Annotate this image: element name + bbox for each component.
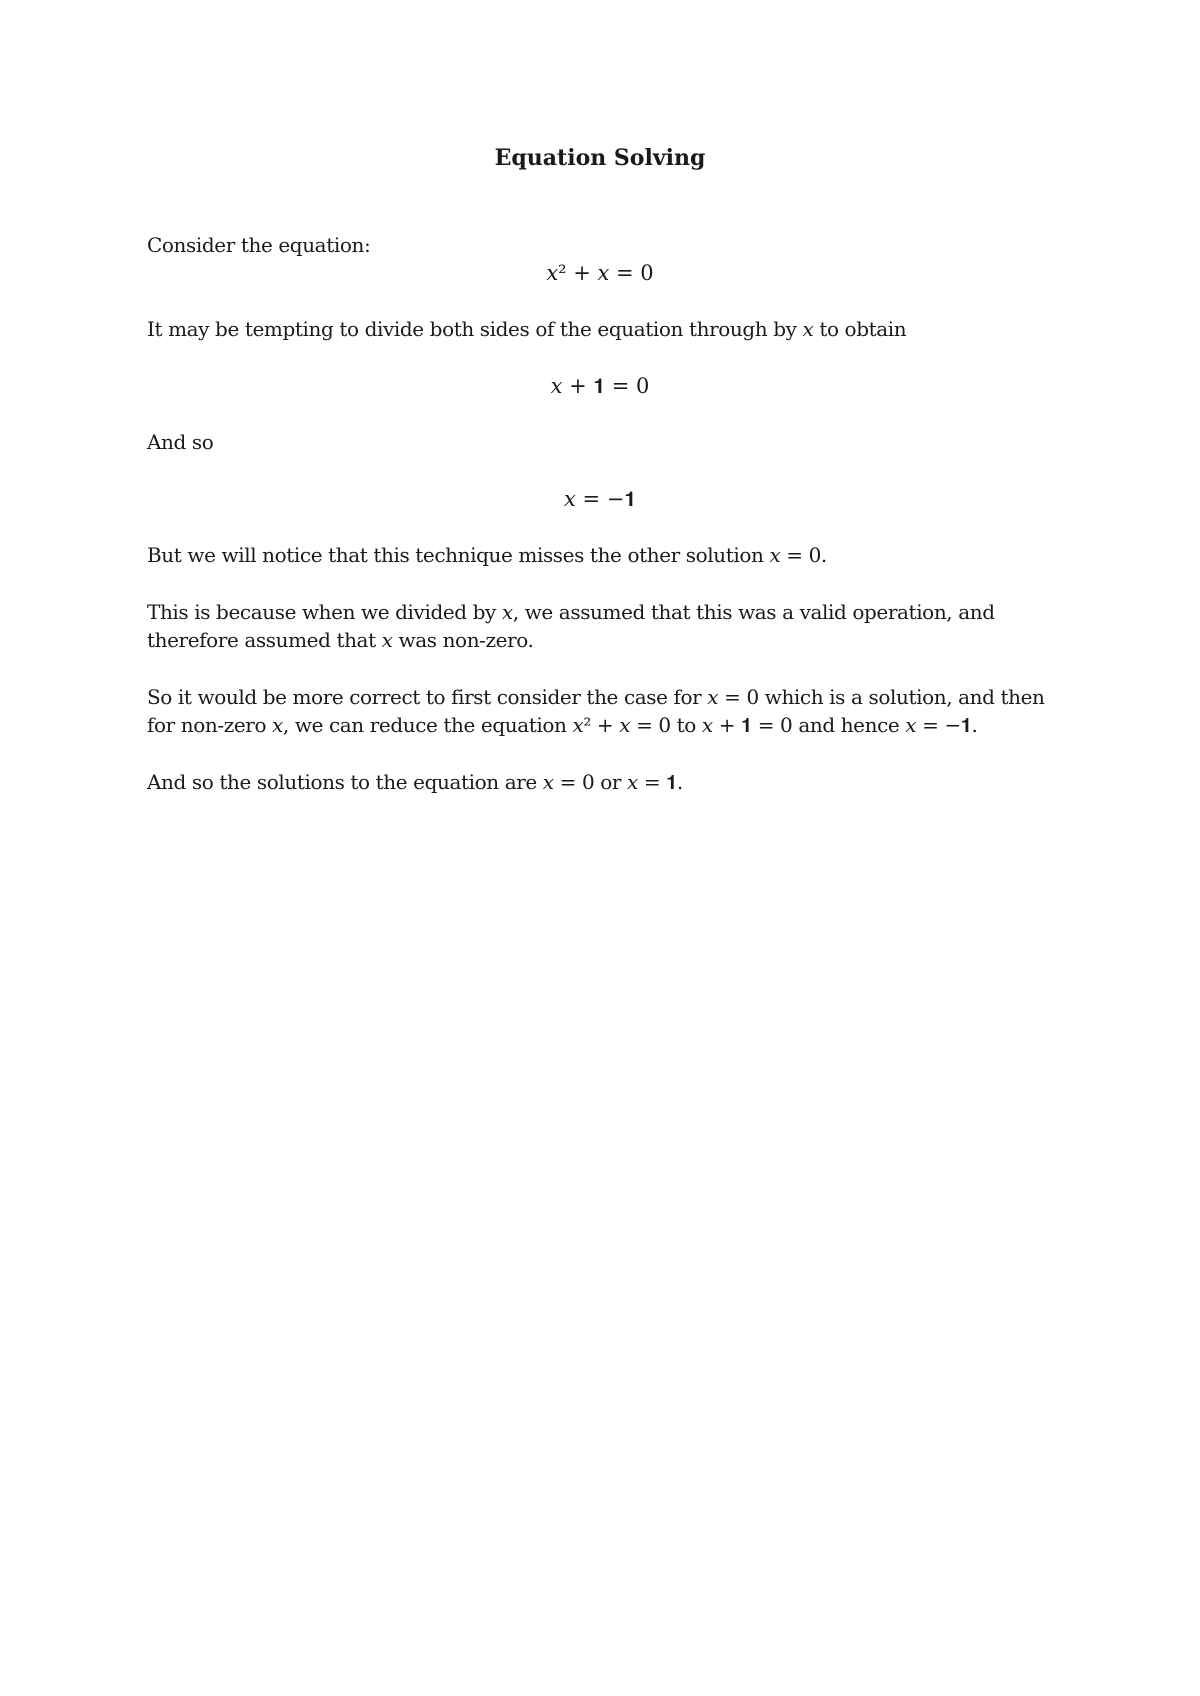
equation-solution-minus-one: 𝑥 = −𝟏 <box>563 487 637 511</box>
and-so-paragraph: And so <box>147 430 214 454</box>
intro-paragraph: Consider the equation: <box>147 233 371 257</box>
divide-paragraph: It may be tempting to divide both sides of the equation through by 𝑥 to obtain <box>147 317 907 341</box>
division-assumption-line-1: This is because when we divided by 𝑥, we assumed that this was a valid operation, and <box>147 600 995 624</box>
equation-quadratic: 𝑥² + 𝑥 = 0 <box>546 261 654 285</box>
document-title: Equation Solving <box>494 145 706 171</box>
correct-approach-line-2: for non-zero 𝑥, we can reduce the equation 𝑥² + 𝑥 = 0 to 𝑥 + 𝟏 = 0 and hence 𝑥 = −𝟏. <box>147 713 978 737</box>
division-assumption-line-2: therefore assumed that 𝑥 was non-zero. <box>147 628 534 652</box>
missed-solution-paragraph: But we will notice that this technique misses the other solution 𝑥 = 0. <box>147 543 827 567</box>
equation-linear: 𝑥 + 𝟏 = 0 <box>550 374 650 398</box>
conclusion-paragraph: And so the solutions to the equation are 𝑥 = 0 or 𝑥 = 𝟏. <box>147 770 683 794</box>
correct-approach-line-1: So it would be more correct to first consider the case for 𝑥 = 0 which is a solution, and then <box>147 685 1045 709</box>
